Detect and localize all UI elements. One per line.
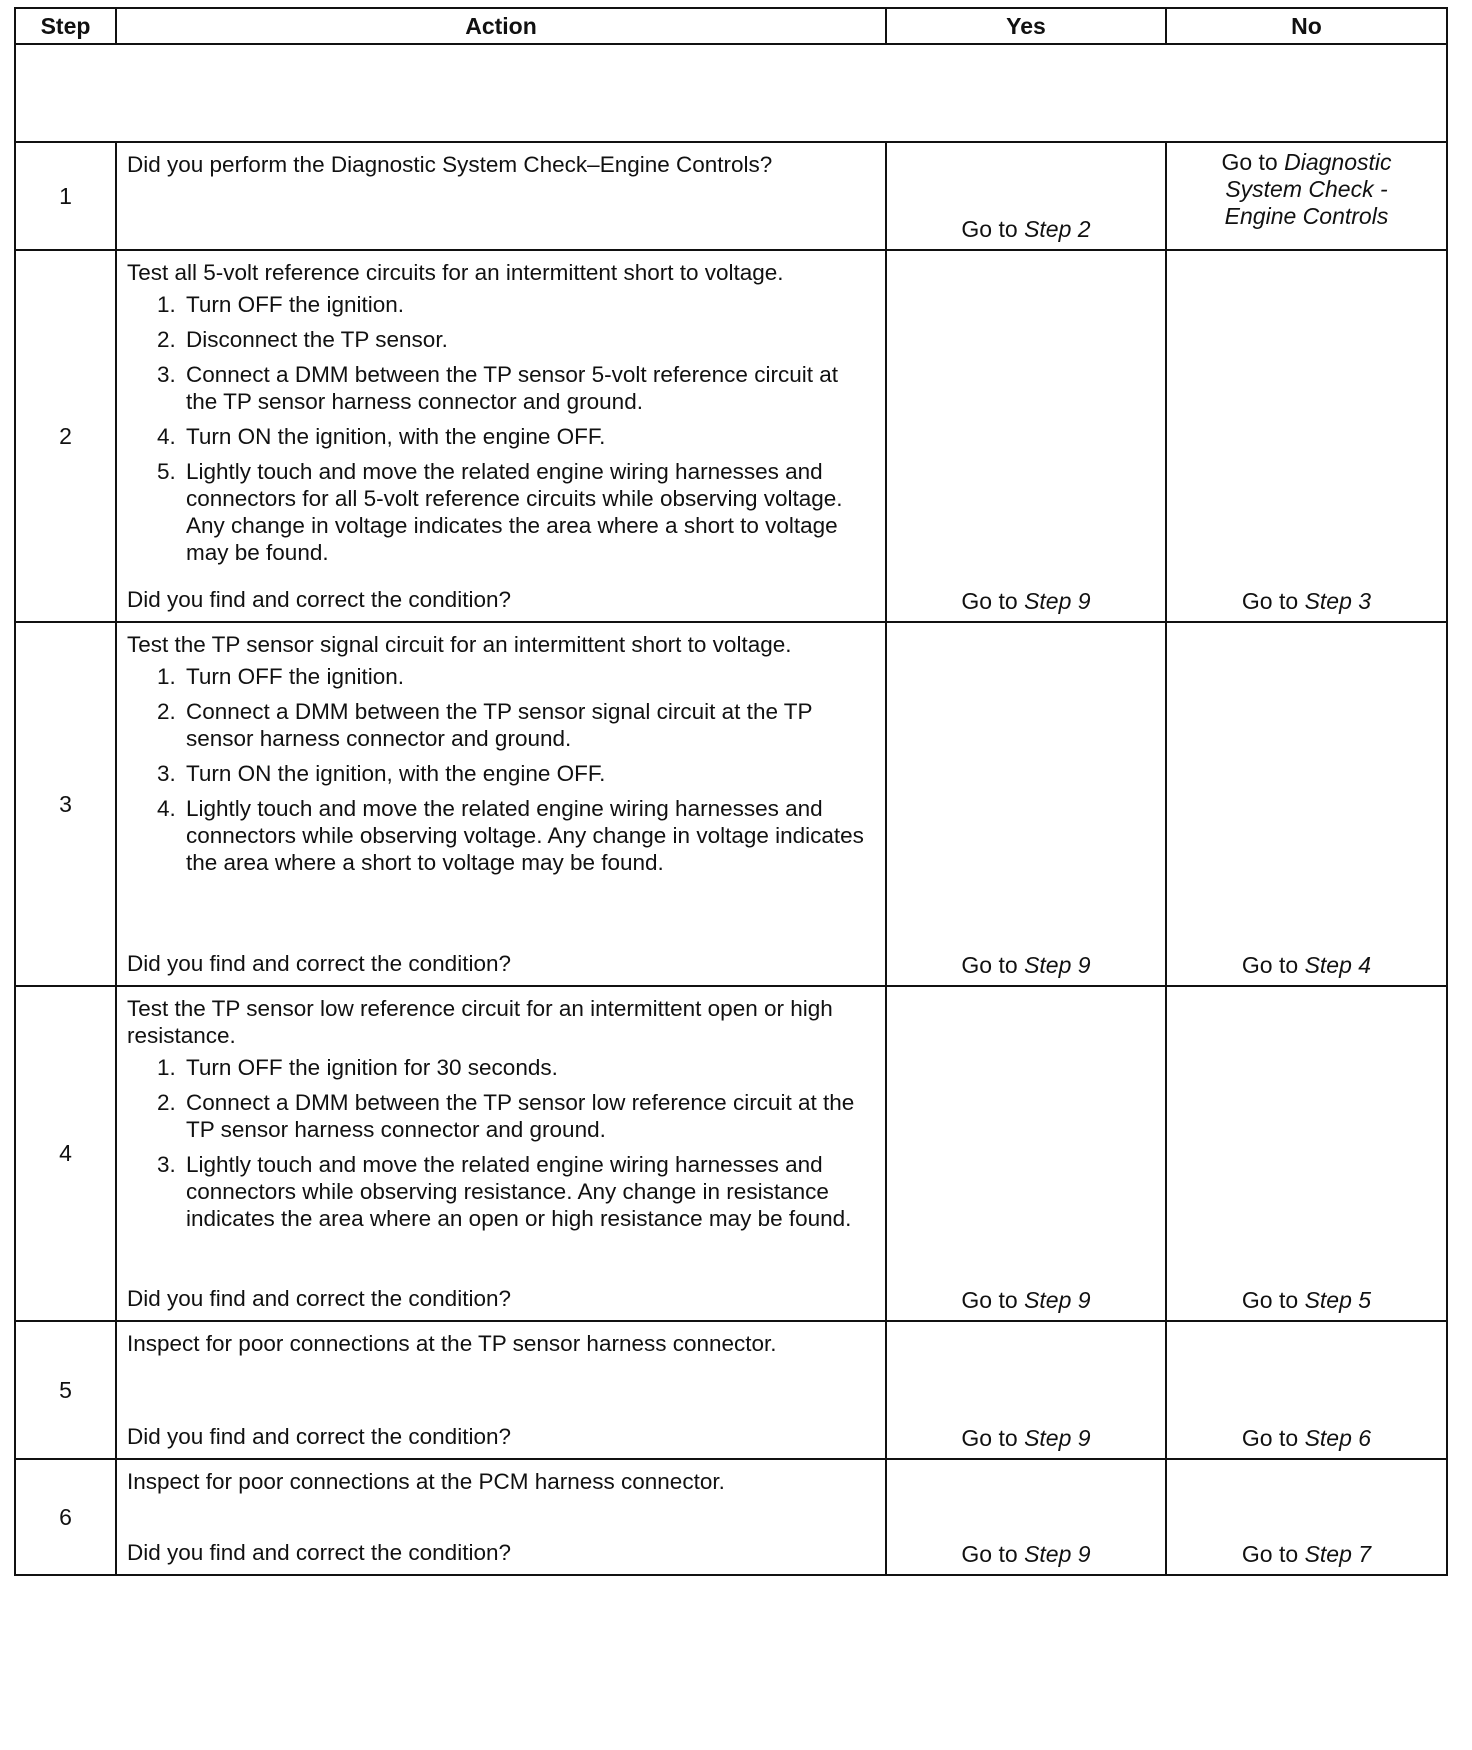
action-question: Did you find and correct the condition?	[127, 587, 511, 612]
table-row-step-4	[15, 986, 1447, 1321]
no-target: Step 7	[1304, 1541, 1372, 1567]
action-intro: Inspect for poor connections at the PCM harness connector.	[127, 1469, 725, 1494]
no-target: Step 6	[1304, 1425, 1372, 1451]
diagnostic-table	[14, 7, 1448, 1576]
step-number: 1	[15, 142, 116, 250]
no-cell: Go to Step 7	[1166, 1459, 1447, 1575]
table-row-step-2	[15, 250, 1447, 622]
list-item: 4. Lightly touch and move the related engine wiring harnesses and connectors while observing voltage. Any change in voltage indicates the area where a short to voltage may be found.	[182, 795, 871, 876]
yes-cell: Go to Step 9	[886, 1459, 1166, 1575]
step-number: 3	[15, 622, 116, 986]
substep-list	[127, 291, 871, 566]
action-intro: Did you perform the Diagnostic System Check–Engine Controls?	[127, 152, 773, 177]
action-question: Did you find and correct the condition?	[127, 1286, 511, 1311]
yes-target: Step 9	[1024, 1425, 1091, 1451]
list-item: 3. Lightly touch and move the related engine wiring harnesses and connectors while observing resistance. Any change in resistance indicates the area where an open or high resistance may be found.	[182, 1151, 871, 1232]
no-target: Step 4	[1304, 952, 1372, 978]
yes-cell: Go to Step 9	[886, 622, 1166, 986]
no-cell: Go to Step 3	[1166, 250, 1447, 622]
substep-list	[127, 663, 871, 876]
list-item: 5. Lightly touch and move the related engine wiring harnesses and connectors for all 5-volt reference circuits while observing voltage. Any change in voltage indicates the area where a short to voltage may be found.	[182, 458, 871, 566]
list-item: 2. Connect a DMM between the TP sensor signal circuit at the TP sensor harness connector and ground.	[182, 698, 871, 752]
no-target: Step 3	[1304, 588, 1372, 614]
step-number: 5	[15, 1321, 116, 1459]
action-cell	[116, 250, 886, 622]
action-question: Did you find and correct the condition?	[127, 1424, 511, 1449]
yes-target: Step 9	[1024, 588, 1091, 614]
list-item: 3. Turn ON the ignition, with the engine OFF.	[182, 760, 871, 787]
list-item: 4. Turn ON the ignition, with the engine OFF.	[182, 423, 871, 450]
no-cell: Go to Step 6	[1166, 1321, 1447, 1459]
action-cell	[116, 142, 886, 250]
list-item: 2. Disconnect the TP sensor.	[182, 326, 871, 353]
yes-target: Step 9	[1024, 952, 1091, 978]
step-number: 2	[15, 250, 116, 622]
header-row	[15, 8, 1447, 44]
action-cell	[116, 1459, 886, 1575]
list-item: 2. Connect a DMM between the TP sensor low reference circuit at the TP sensor harness connector and ground.	[182, 1089, 871, 1143]
yes-target: Step 2	[1024, 216, 1091, 242]
action-cell	[116, 622, 886, 986]
substep-list	[127, 1054, 871, 1232]
blank-row	[15, 44, 1447, 142]
action-intro: Inspect for poor connections at the TP sensor harness connector.	[127, 1331, 777, 1356]
yes-target: Step 9	[1024, 1541, 1091, 1567]
yes-cell: Go to Step 9	[886, 1321, 1166, 1459]
table-row-step-5	[15, 1321, 1447, 1459]
action-intro: Test the TP sensor signal circuit for an intermittent short to voltage.	[127, 632, 792, 657]
header-action: Action	[116, 8, 886, 44]
no-target: Diagnostic System Check - Engine Controls	[1224, 149, 1392, 229]
table-row-step-1	[15, 142, 1447, 250]
list-item: 1. Turn OFF the ignition.	[182, 663, 871, 690]
list-item: 1. Turn OFF the ignition.	[182, 291, 871, 318]
no-target: Step 5	[1304, 1287, 1372, 1313]
action-intro: Test all 5-volt reference circuits for an intermittent short to voltage.	[127, 260, 784, 285]
no-cell: Go to Diagnostic System Check - Engine Controls	[1166, 142, 1447, 250]
list-item: 3. Connect a DMM between the TP sensor 5-volt reference circuit at the TP sensor harness connector and ground.	[182, 361, 871, 415]
no-cell: Go to Step 4	[1166, 622, 1447, 986]
header-no: No	[1166, 8, 1447, 44]
table-row-step-3	[15, 622, 1447, 986]
yes-cell: Go to Step 9	[886, 986, 1166, 1321]
action-cell	[116, 986, 886, 1321]
step-number: 4	[15, 986, 116, 1321]
header-step: Step	[15, 8, 116, 44]
yes-cell: Go to Step 2	[886, 142, 1166, 250]
table-row-step-6	[15, 1459, 1447, 1575]
step-number: 6	[15, 1459, 116, 1575]
action-question: Did you find and correct the condition?	[127, 951, 511, 976]
list-item: 1. Turn OFF the ignition for 30 seconds.	[182, 1054, 871, 1081]
yes-cell: Go to Step 9	[886, 250, 1166, 622]
action-question: Did you find and correct the condition?	[127, 1540, 511, 1565]
action-intro: Test the TP sensor low reference circuit for an intermittent open or high resistance.	[127, 996, 833, 1048]
yes-target: Step 9	[1024, 1287, 1091, 1313]
action-cell	[116, 1321, 886, 1459]
no-cell: Go to Step 5	[1166, 986, 1447, 1321]
header-yes: Yes	[886, 8, 1166, 44]
